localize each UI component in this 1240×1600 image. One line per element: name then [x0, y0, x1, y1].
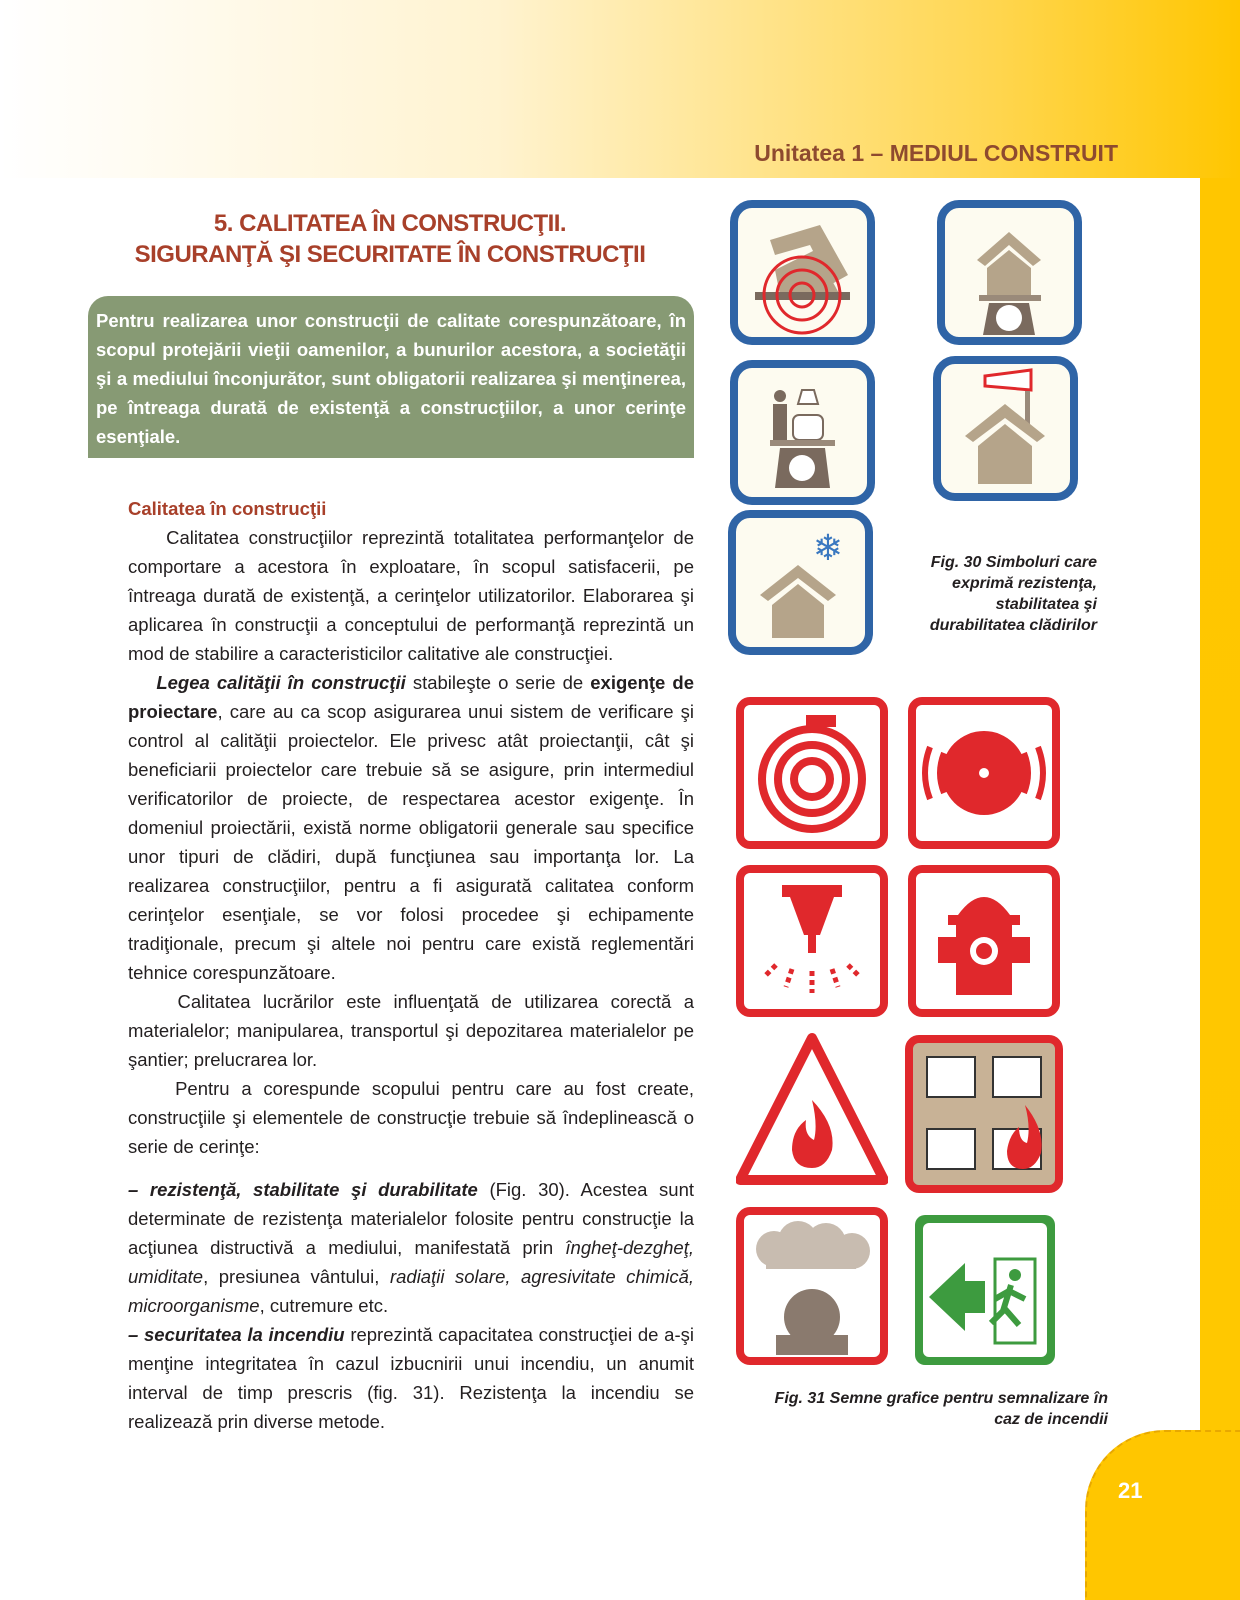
emergency-exit-icon	[915, 1215, 1055, 1365]
unit-title: Unitatea 1 – MEDIUL CONSTRUIT	[754, 140, 1118, 166]
paragraph	[128, 1175, 694, 1320]
paragraph	[128, 523, 694, 668]
i: radiaţii solare, agresivitate chimică, microorganisme	[128, 1266, 694, 1316]
body-text	[128, 494, 694, 1436]
t: reprezintă capacitatea construcţiei de a-şi menţine integritatea în cazul izbucnirii unui incendiu, un anumit interval de timp prescris (fig. 31). Rezistenţa la incendiu se realizează prin diverse metode.	[128, 1324, 694, 1432]
flammable-warning-icon	[736, 1030, 888, 1190]
fire-hose-icon	[736, 697, 888, 849]
weight-scale-house-icon	[937, 200, 1082, 345]
earthquake-icon	[730, 200, 875, 345]
svg-text:❄: ❄	[812, 527, 844, 568]
page-number: 21	[1118, 1478, 1143, 1503]
chapter-title	[90, 208, 690, 270]
building-fire-icon	[905, 1035, 1063, 1193]
t: , care au ca scop asigurarea unui sistem de verificare şi control al calităţii proiectelor. Ele privesc atât proiectanţii, cât şi beneficiarii proiectelor care trebuie să se asigure, prin intermediul verificatorilor de proiecte, de respectarea acestor exigenţe. În domeniul proiectării, există norme obligatorii generale sau specifice unor tipuri de clădiri, după funcţiunea sau importanţa lor. La realizarea construcţiilor, pentru a fi asigurată calitatea conform cerinţelor esenţiale, se vor folosi procedee şi echipamente tradiţionale, precum şi altele noi pentru care există reglementări tehnice corespunzătoare.	[128, 701, 694, 983]
side-band	[1200, 178, 1240, 1594]
em: Legea calităţii în construcţii	[156, 672, 406, 693]
section-heading: Calitatea în construcţii	[128, 498, 327, 519]
t: Calitatea lucrărilor este influenţată de utilizarea corectă a materialelor; manipularea, transportul şi depozitarea materialelor pe şantier; prelucrarea lor.	[128, 991, 694, 1070]
paragraph	[128, 1320, 694, 1436]
em: – rezistenţă, stabilitate şi durabilitate	[128, 1179, 478, 1200]
load-scale-icon	[730, 360, 875, 505]
fig31-caption: Fig. 31 Semne grafice pentru semnalizare în caz de incendii	[774, 1390, 1108, 1428]
paragraph	[128, 668, 694, 987]
title-line: 5. CALITATEA ÎN CONSTRUCŢII.	[213, 210, 567, 237]
p1: Calitatea construcţiilor reprezintă totalitatea performanţelor de comportare a acestora în exploatare, în scopul satisfacerii, pe întreaga durată de existenţă, a cerinţelor utilizatorilor. Elaborarea şi aplicarea în construcţii a conceptului de performanţă reprezintă un mod de stabilire a caracteristicilor calitative ale construcţiei.	[128, 527, 694, 664]
t: , cutremure etc.	[259, 1295, 389, 1316]
intro-box: Pentru realizarea unor construcţii de calitate corespunzătoare, în scopul protejării vieţii oamenilor, a bunurilor acestora, a societăţii şi a mediului înconjurător, sunt obligatorii realizarea şi menţinerea, pe întreaga durată de existenţă a construcţiilor, a unor cerinţe esenţiale.	[88, 296, 694, 458]
sprinkler-icon	[736, 865, 888, 1017]
t: Pentru a corespunde scopului pentru care au fost create, construcţiile şi elementele de construcţie trebuie să îndeplinească o serie de cerinţe:	[128, 1078, 695, 1157]
fire-hydrant-icon	[908, 865, 1060, 1017]
wind-house-icon	[933, 356, 1078, 501]
title-line: SIGURANŢĂ ŞI SECURITATE ÎN CONSTRUCŢII	[134, 241, 646, 268]
t: (Fig. 30). Acestea sunt determinate de rezistenţa materialelor folosite pentru construcţie la acţiunea distructivă a mediului, manifestată prin	[128, 1179, 694, 1258]
t: stabileşte o serie de	[405, 672, 591, 693]
fire-alarm-bell-icon	[908, 697, 1060, 849]
paragraph	[128, 987, 694, 1074]
smoke-person-icon	[736, 1207, 888, 1365]
fig30-caption: Fig. 30 Simboluri care exprimă rezistenţa, stabilitatea şi durabilitatea clădirilor	[929, 554, 1097, 634]
paragraph	[128, 1074, 694, 1161]
t: , presiunea vântului,	[203, 1266, 390, 1287]
b: exigenţe de proiectare	[128, 672, 694, 722]
page-corner	[1085, 1430, 1240, 1600]
frost-house-icon	[728, 510, 873, 655]
i: îngheţ-dezgheţ, umiditate	[128, 1237, 694, 1287]
em: – securitatea la incendiu	[128, 1324, 345, 1345]
